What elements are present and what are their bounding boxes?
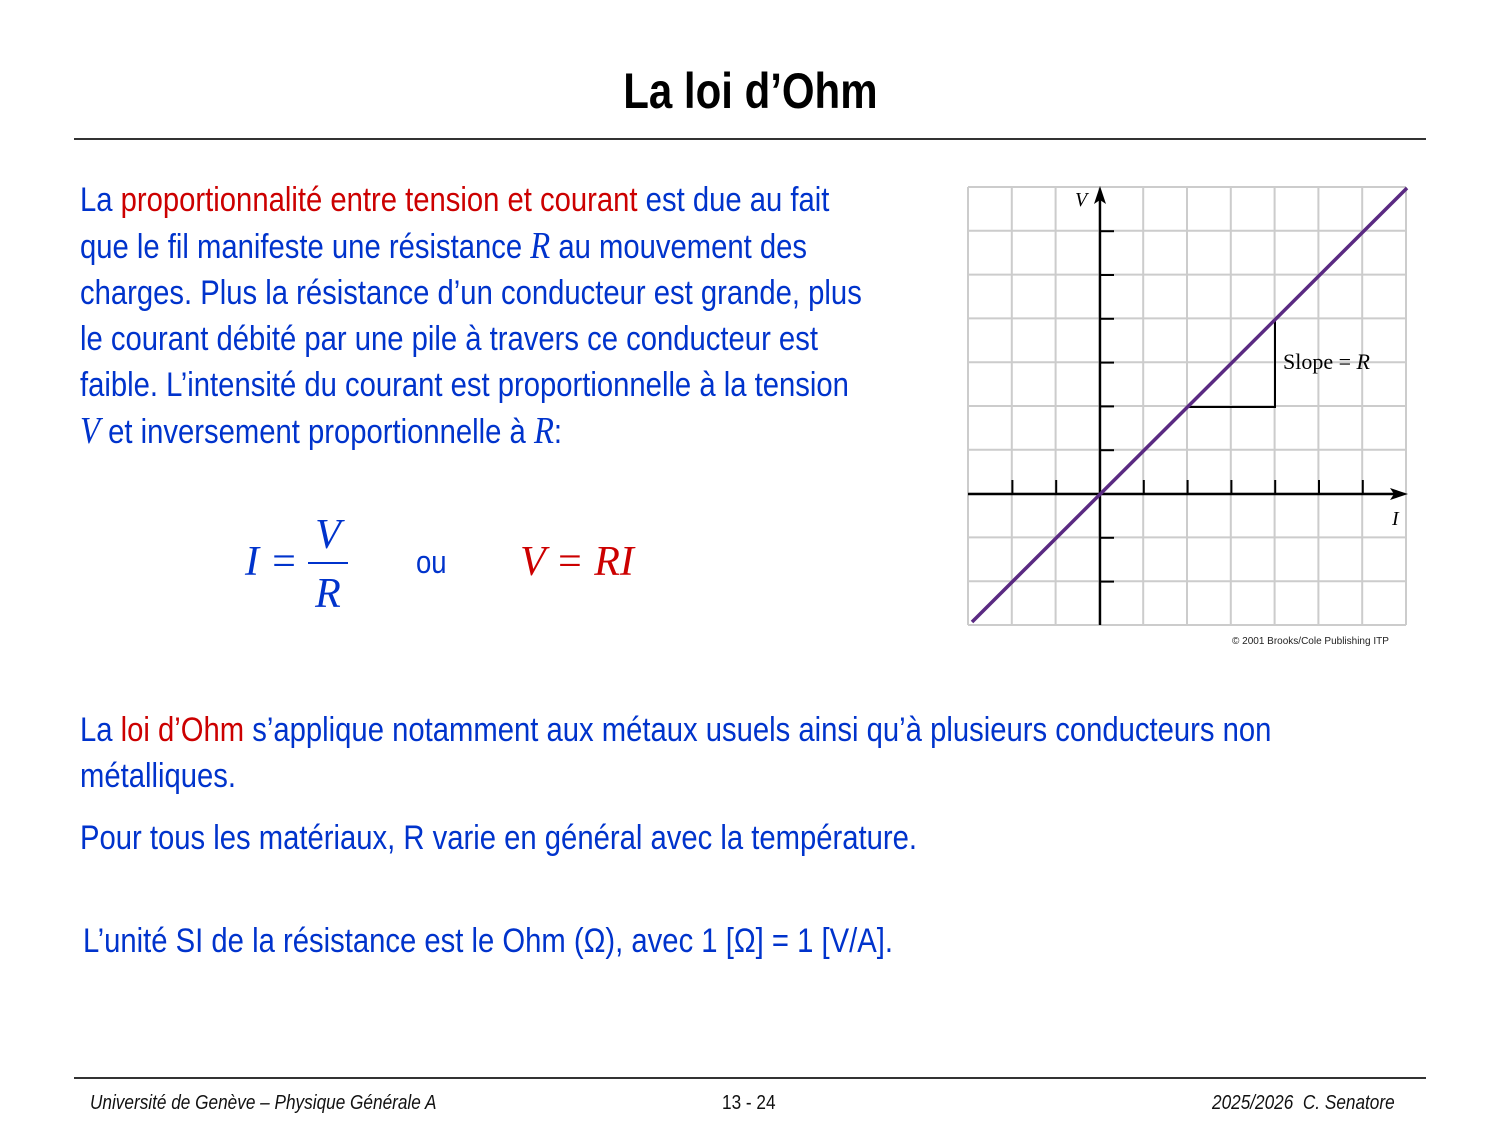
paragraph-proportionality-line bbox=[80, 408, 989, 455]
body-text: s’applique notamment aux métaux usuels ainsi qu’à plusieurs conducteurs non bbox=[244, 711, 1272, 749]
paragraph-proportionality-line-text bbox=[80, 270, 862, 316]
paragraph-ohm-law-scope bbox=[80, 707, 1465, 799]
paragraph-proportionality-line-text bbox=[80, 177, 829, 223]
math-symbol: V bbox=[80, 410, 100, 452]
slide-title bbox=[0, 62, 1500, 120]
y-axis-label: V bbox=[1075, 189, 1088, 211]
body-text: le courant débité par une pile à travers ce conducteur est bbox=[80, 320, 818, 358]
body-text: et inversement proportionnelle à bbox=[99, 413, 534, 451]
body-text: est due au fait bbox=[637, 181, 830, 219]
paragraph-proportionality-line bbox=[80, 316, 989, 362]
body-text: La bbox=[80, 711, 121, 749]
footer-author bbox=[1212, 1092, 1424, 1115]
ohm-law-chart bbox=[960, 180, 1420, 650]
highlight-text: proportionnalité entre tension et courant bbox=[120, 181, 638, 219]
footer-divider bbox=[74, 1077, 1426, 1079]
paragraph-ohm-law-scope-line-text bbox=[80, 753, 236, 799]
body-text: faible. L’intensité du courant est proportionnelle à la tension bbox=[80, 366, 849, 404]
slide-title-text: La loi d’Ohm bbox=[622, 63, 878, 119]
highlight-text: loi d’Ohm bbox=[120, 711, 245, 749]
paragraph-proportionality-line-text bbox=[80, 408, 562, 455]
footer-author-text: 2025/2026 C. Senatore bbox=[1212, 1092, 1395, 1114]
figure-credit: © 2001 Brooks/Cole Publishing ITP bbox=[1232, 636, 1389, 647]
footer-institution-text: Université de Genève – Physique Générale A bbox=[90, 1092, 437, 1114]
fraction-numerator: V bbox=[315, 512, 341, 558]
formula-v-equals-ri: V = RI bbox=[520, 539, 634, 585]
body-text: que le fil manifeste une résistance bbox=[80, 228, 531, 266]
footer-page-number bbox=[722, 1092, 784, 1115]
paragraph-proportionality-line-text bbox=[80, 362, 849, 408]
paragraph-proportionality-line-text bbox=[80, 316, 818, 362]
paragraph-ohm-law-scope-line bbox=[80, 707, 1465, 753]
paragraph-proportionality-line bbox=[80, 362, 989, 408]
fraction-denominator: R bbox=[315, 571, 341, 617]
body-text: La bbox=[80, 181, 121, 219]
paragraph-ohm-law-scope-line bbox=[80, 753, 1465, 799]
connector-ou bbox=[416, 544, 452, 581]
paragraph-proportionality-line bbox=[80, 177, 989, 223]
paragraph-si-unit-text: L’unité SI de la résistance est le Ohm (Ω), avec 1 [Ω] = 1 [V/A]. bbox=[83, 922, 894, 960]
connector-text: ou bbox=[416, 544, 447, 580]
body-text: au mouvement des bbox=[550, 228, 808, 266]
paragraph-proportionality-line-text bbox=[80, 223, 807, 270]
math-symbol: R bbox=[533, 410, 554, 452]
paragraph-proportionality bbox=[80, 177, 989, 455]
fraction bbox=[308, 510, 348, 617]
body-text: : bbox=[553, 413, 563, 451]
body-text: métalliques. bbox=[80, 757, 237, 795]
paragraph-si-unit bbox=[83, 918, 1025, 964]
formula-lhs: I = bbox=[245, 539, 298, 585]
footer-page-number-text: 13 - 24 bbox=[722, 1092, 776, 1114]
body-text: charges. Plus la résistance d’un conducteur est grande, plus bbox=[80, 274, 862, 312]
paragraph-temperature bbox=[80, 815, 1053, 861]
footer-institution bbox=[90, 1092, 493, 1115]
slope-annotation: Slope = R bbox=[1283, 349, 1370, 374]
paragraph-temperature-text: Pour tous les matériaux, R varie en général avec la température. bbox=[80, 819, 918, 857]
math-symbol: R bbox=[530, 225, 551, 267]
paragraph-ohm-law-scope-line-text bbox=[80, 707, 1271, 753]
paragraph-proportionality-line bbox=[80, 270, 989, 316]
paragraph-proportionality-line bbox=[80, 223, 989, 270]
title-divider bbox=[74, 138, 1426, 140]
x-axis-label: I bbox=[1392, 508, 1399, 530]
